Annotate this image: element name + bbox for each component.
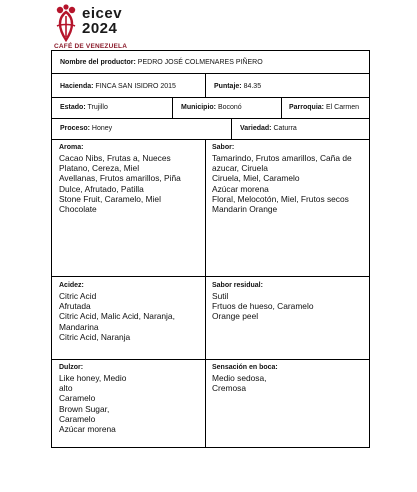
acidez-line: Citric Acid, Naranja xyxy=(59,331,131,342)
logo-subtitle: CAFÉ DE VENEZUELA xyxy=(54,43,128,50)
dulzor-line: Caramelo xyxy=(59,393,96,404)
aroma-line: Cacao Nibs, Frutas a, Nueces xyxy=(59,153,171,163)
process-value: Honey xyxy=(91,125,113,132)
dulzor-line: Like honey, Medio xyxy=(59,373,127,383)
acidez-lines xyxy=(59,291,203,342)
sabor-lines xyxy=(212,153,368,214)
grid-divider-2 xyxy=(52,359,369,360)
logo-line-1: eicev xyxy=(82,5,123,22)
grid-divider-1 xyxy=(52,276,369,277)
sabor-line: Floral, Melocotón, Miel, Frutos secos xyxy=(212,193,349,204)
state-value: Trujillo xyxy=(87,104,108,111)
acidez-line: Mandarina xyxy=(59,321,99,332)
sabor-line: Mandarin Orange xyxy=(212,204,278,215)
sensacion-lines xyxy=(212,373,368,393)
aroma-line: Chocolate xyxy=(59,204,97,215)
event-logo xyxy=(52,4,162,50)
cupping-sheet xyxy=(51,50,370,448)
sabor-residual-line: Frtuos de hueso, Caramelo xyxy=(212,301,314,312)
sensacion-line: Cremosa xyxy=(212,383,246,394)
coffee-leaf-emblem-icon xyxy=(52,4,80,44)
dulzor-line: Azúcar morena xyxy=(59,424,116,435)
dulzor-lines xyxy=(59,373,203,434)
acidez-section xyxy=(59,282,203,342)
sensacion-section xyxy=(212,364,368,393)
sabor-line: Azúcar morena xyxy=(212,183,269,194)
process-row xyxy=(52,119,369,140)
farm-cell xyxy=(52,74,206,97)
municipality-label: Municipio: xyxy=(181,104,216,111)
sabor-residual-line: Sutil xyxy=(212,291,229,301)
sabor-residual-title: Sabor residual: xyxy=(212,282,263,289)
score-cell xyxy=(206,74,369,97)
sabor-line: azucar, Ciruela xyxy=(212,163,268,174)
municipality-value: Boconó xyxy=(217,104,242,111)
municipality-cell xyxy=(173,98,282,118)
dulzor-line: alto xyxy=(59,383,73,394)
parish-label: Parroquia: xyxy=(289,104,325,111)
sabor-section xyxy=(212,144,368,214)
logo-wordmark xyxy=(82,6,122,36)
state-label: Estado: xyxy=(60,104,86,111)
location-row xyxy=(52,98,369,119)
sabor-residual-line: Orange peel xyxy=(212,311,259,322)
state-cell xyxy=(52,98,173,118)
sabor-line: Tamarindo, Frutos amarillos, Caña de xyxy=(212,153,352,163)
variety-cell xyxy=(232,119,369,139)
process-cell xyxy=(52,119,232,139)
aroma-line: Platano, Cereza, Miel xyxy=(59,163,140,174)
producer-value: PEDRO JOSÉ COLMENARES PIÑERO xyxy=(137,59,263,66)
score-value: 84.35 xyxy=(243,83,262,90)
acidez-line: Citric Acid, Malic Acid, Naranja, xyxy=(59,311,175,322)
aroma-line: Avellanas, Frutos amarillos, Piña xyxy=(59,173,181,184)
parish-cell xyxy=(282,98,369,118)
producer-row xyxy=(52,51,369,74)
dulzor-section xyxy=(59,364,203,434)
variety-value: Caturra xyxy=(273,125,297,132)
sabor-residual-lines xyxy=(212,291,368,322)
acidez-line: Afrutada xyxy=(59,301,91,312)
variety-label: Variedad: xyxy=(240,125,272,132)
sabor-residual-section xyxy=(212,282,368,322)
grid-vertical-divider xyxy=(205,140,206,447)
farm-label: Hacienda: xyxy=(60,83,94,90)
producer-label: Nombre del productor: xyxy=(60,59,136,66)
aroma-title: Aroma: xyxy=(59,144,84,151)
sensacion-title: Sensación en boca: xyxy=(212,364,278,371)
producer-cell xyxy=(52,51,369,73)
acidez-title: Acidez: xyxy=(59,282,84,289)
sensacion-line: Medio sedosa, xyxy=(212,373,267,383)
dulzor-title: Dulzor: xyxy=(59,364,84,371)
logo-line-2: 2024 xyxy=(82,20,118,37)
dulzor-line: Brown Sugar, xyxy=(59,403,110,414)
farm-row xyxy=(52,74,369,98)
process-label: Proceso: xyxy=(60,125,90,132)
aroma-lines xyxy=(59,153,203,214)
parish-value: El Carmen xyxy=(325,104,360,111)
sabor-line: Ciruela, Miel, Caramelo xyxy=(212,173,300,184)
dulzor-line: Caramelo xyxy=(59,413,96,424)
acidez-line: Citric Acid xyxy=(59,291,97,301)
farm-value: FINCA SAN ISIDRO 2015 xyxy=(95,83,176,90)
score-label: Puntaje: xyxy=(214,83,242,90)
aroma-line: Stone Fruit, Caramelo, Miel xyxy=(59,193,161,204)
sabor-title: Sabor: xyxy=(212,144,235,151)
aroma-section xyxy=(59,144,203,214)
aroma-line: Dulce, Afrutado, Patilla xyxy=(59,183,144,194)
